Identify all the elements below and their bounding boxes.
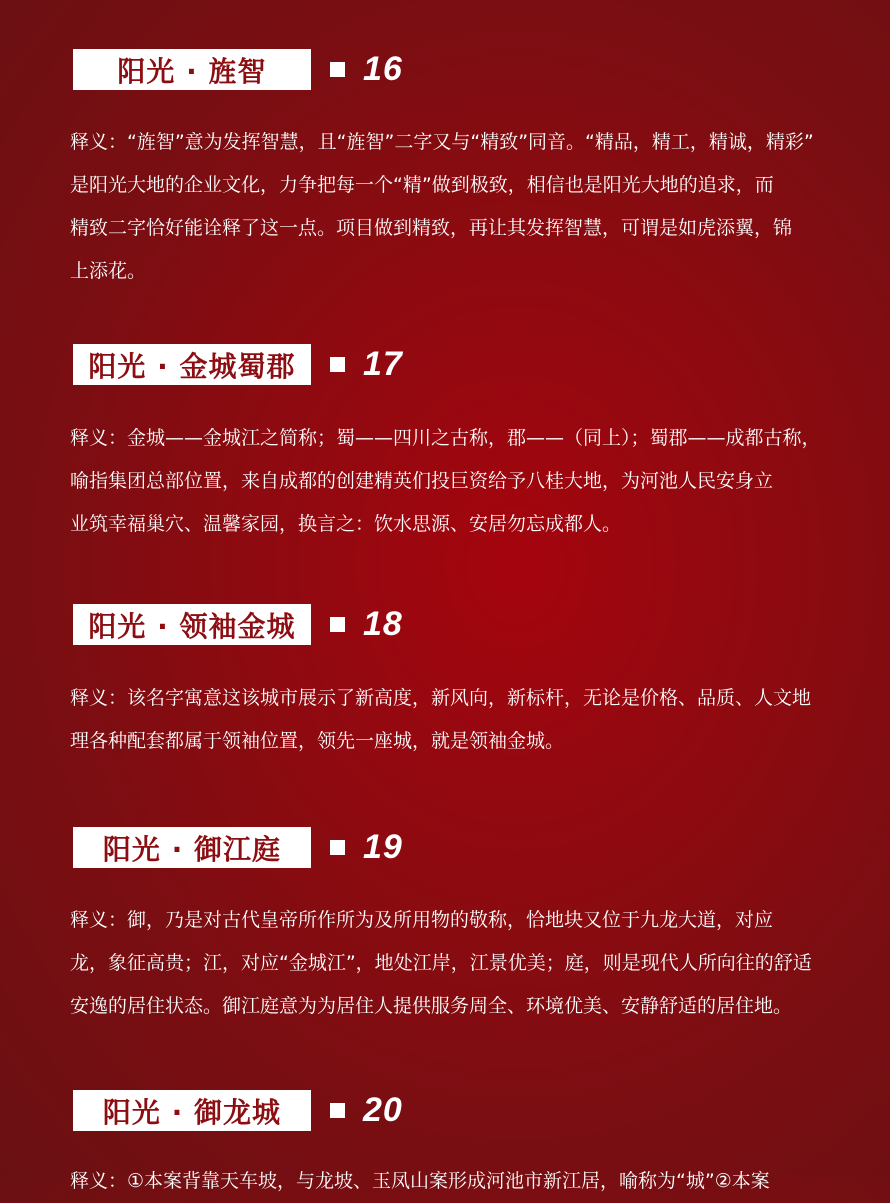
description-line: 释义：该名字寓意这该城市展示了新高度，新风向，新标杆，无论是价格、品质、人文地: [70, 687, 812, 709]
entry-description: [70, 1160, 830, 1192]
description-line: 释义：“旌智”意为发挥智慧，且“旌智”二字又与“精致”同音。“精品，精工，精诚，精彩”: [70, 131, 814, 153]
entry-header: [73, 49, 403, 90]
entry-number: 18: [363, 605, 403, 643]
entry-title: 阳光 · 旌智: [73, 49, 311, 90]
entry-title: 阳光 · 领袖金城: [73, 604, 311, 645]
entry-title: 阳光 · 御龙城: [73, 1090, 311, 1131]
description-line: 安逸的居住状态。御江庭意为为居住人提供服务周全、环境优美、安静舒适的居住地。: [70, 995, 793, 1017]
description-line: 释义：①本案背靠天车坡，与龙坡、玉凤山案形成河池市新江居，喻称为“城”②本案: [70, 1170, 770, 1192]
description-line: 业筑幸福巢穴、温馨家园，换言之：饮水思源、安居勿忘成都人。: [70, 513, 622, 535]
entry-description: [70, 417, 830, 546]
entry-number: 20: [363, 1091, 403, 1129]
description-line: 上添花。: [70, 260, 147, 282]
entry-description: [70, 121, 830, 293]
entry-description: [70, 899, 830, 1028]
square-bullet-icon: [330, 840, 345, 855]
entry-number: 17: [363, 345, 403, 383]
square-bullet-icon: [330, 1103, 345, 1118]
entry-header: [73, 827, 403, 868]
description-line: 释义：御，乃是对古代皇帝所作所为及所用物的敬称，恰地块又位于九龙大道，对应: [70, 909, 774, 931]
entry-header: [73, 604, 403, 645]
description-line: 释义：金城——金城江之简称；蜀——四川之古称，郡——（同上）；蜀郡——成都古称，: [70, 427, 821, 449]
description-line: 理各种配套都属于领袖位置，领先一座城，就是领袖金城。: [70, 730, 565, 752]
entry-description: [70, 677, 830, 763]
description-line: 精致二字恰好能诠释了这一点。项目做到精致，再让其发挥智慧，可谓是如虎添翼，锦: [70, 217, 793, 239]
entry-header: [73, 1090, 403, 1131]
square-bullet-icon: [330, 617, 345, 632]
entry-title: 阳光 · 金城蜀郡: [73, 344, 311, 385]
entry-number: 19: [363, 828, 403, 866]
entry-title: 阳光 · 御江庭: [73, 827, 311, 868]
square-bullet-icon: [330, 357, 345, 372]
description-line: 喻指集团总部位置，来自成都的创建精英们投巨资给予八桂大地，为河池人民安身立: [70, 470, 774, 492]
entry-number: 16: [363, 50, 403, 88]
description-line: 是阳光大地的企业文化，力争把每一个“精”做到极致，相信也是阳光大地的追求，而: [70, 174, 774, 196]
entry-header: [73, 344, 403, 385]
square-bullet-icon: [330, 62, 345, 77]
description-line: 龙，象征高贵；江，对应“金城江”，地处江岸，江景优美；庭，则是现代人所向往的舒适: [70, 952, 812, 974]
